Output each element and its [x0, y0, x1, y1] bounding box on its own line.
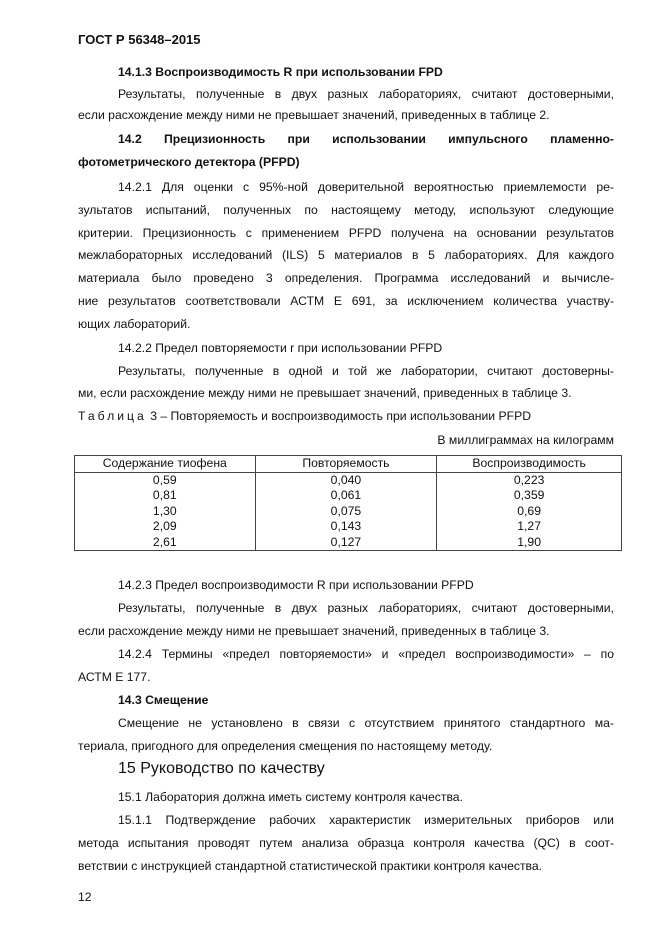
table-cell: 1,90 [437, 535, 622, 551]
table-cell: 0,69 [437, 504, 622, 520]
column-header: Воспроизводимость [437, 456, 622, 473]
paragraph-line: ющих лабораторий. [78, 317, 191, 331]
table-cell: 0,143 [255, 519, 437, 535]
table-row [75, 535, 622, 551]
paragraph-line: зультатов испытаний, полученных по настоящему методу, используют следующие [78, 203, 614, 217]
table-cell: 0,061 [255, 488, 437, 504]
table-cell: 2,61 [75, 535, 256, 551]
paragraph-line: метода испытания проводят путем анализа образца контроля качества (QC) в соот- [78, 836, 614, 850]
table-units: В миллиграммах на килограмм [437, 433, 614, 447]
paragraph-line: ми, если расхождение между ними не превышает значений, приведенных в таблице 3. [78, 386, 572, 400]
paragraph-line: териала, пригодного для определения смещения по настоящему методу. [78, 739, 493, 753]
paragraph-line: Результаты, полученные в двух разных лабораториях, считают достоверными, [118, 87, 614, 101]
paragraph-line: критерии. Прецизионность с применением PFPD получена на основании результатов [78, 226, 614, 240]
table-cell: 0,359 [437, 488, 622, 504]
section-15-heading: 15 Руководство по качеству [118, 760, 325, 777]
table-header-row [75, 456, 622, 473]
table-row [75, 504, 622, 520]
heading-14-3: 14.3 Смещение [118, 693, 209, 707]
paragraph-line: Результаты, полученные в двух разных лабораториях, считают достоверными, [118, 601, 614, 615]
paragraph-line: 15.1.1 Подтверждение рабочих характеристик измерительных приборов или [118, 813, 614, 827]
paragraph-line: если расхождение между ними не превышает значений, приведенных в таблице 3. [78, 624, 550, 638]
table-cell: 0,127 [255, 535, 437, 551]
heading-14-1-3 [118, 65, 443, 80]
paragraph-line: 14.2.4 Термины «предел повторяемости» и «предел воспроизводимости» – по [118, 647, 614, 661]
table-row [75, 519, 622, 535]
document-code: ГОСТ Р 56348–2015 [78, 32, 201, 47]
heading-14-2-line1: 14.2 Прецизионность при использовании импульсного пламенно- [118, 132, 614, 146]
table-caption-text: – Повторяемость и воспроизводимость при использовании PFPD [160, 409, 531, 423]
paragraph-line: 14.2.1 Для оценки с 95%-ной доверительной вероятностью приемлемости ре- [118, 180, 614, 194]
table-cell: 1,30 [75, 504, 256, 520]
table-row [75, 488, 622, 504]
paragraph-line: материала было проведено 3 определения. Программа исследований и вычисле- [78, 271, 614, 285]
table-caption [78, 409, 531, 424]
table-cell: 2,09 [75, 519, 256, 535]
heading-14-2-line2: фотометрического детектора (PFPD) [78, 155, 300, 169]
paragraph-line: АСТМ Е 177. [78, 670, 151, 684]
table-cell: 1,27 [437, 519, 622, 535]
heading-14-2-3: 14.2.3 Предел воспроизводимости R при использовании PFPD [118, 578, 474, 592]
table-cell: 0,075 [255, 504, 437, 520]
paragraph-line: межлабораторных исследований (ILS) 5 материалов в 5 лабораториях. Для каждого [78, 248, 614, 262]
paragraph-line: ние результатов соответствовали АСТМ Е 691, за исключением количества участву- [78, 294, 614, 308]
table-cell: 0,040 [255, 472, 437, 488]
table-row [75, 472, 622, 488]
table-cell: 0,59 [75, 472, 256, 488]
paragraph-line: Результаты, полученные в одной и той же лаборатории, считают достоверны- [118, 364, 614, 378]
table-caption-word: Таблица [78, 409, 147, 423]
paragraph-line: 15.1 Лаборатория должна иметь систему контроля качества. [118, 790, 463, 804]
heading-text: 14.1.3 Воспроизводимость R при использовании FPD [118, 65, 443, 79]
table-cell: 0,223 [437, 472, 622, 488]
page-number: 12 [78, 890, 92, 904]
table-caption-number: 3 [150, 409, 157, 423]
column-header: Повторяемость [255, 456, 437, 473]
table-3 [74, 455, 622, 551]
paragraph-line: Смещение не установлено в связи с отсутствием принятого стандартного ма- [118, 716, 614, 730]
paragraph-line: ветствии с инструкцией стандартной статистической практики контроля качества. [78, 859, 543, 873]
table-cell: 0,81 [75, 488, 256, 504]
paragraph-line: если расхождение между ними не превышает значений, приведенных в таблице 2. [78, 108, 550, 122]
column-header: Содержание тиофена [75, 456, 256, 473]
heading-14-2-2: 14.2.2 Предел повторяемости r при использовании PFPD [118, 341, 443, 355]
